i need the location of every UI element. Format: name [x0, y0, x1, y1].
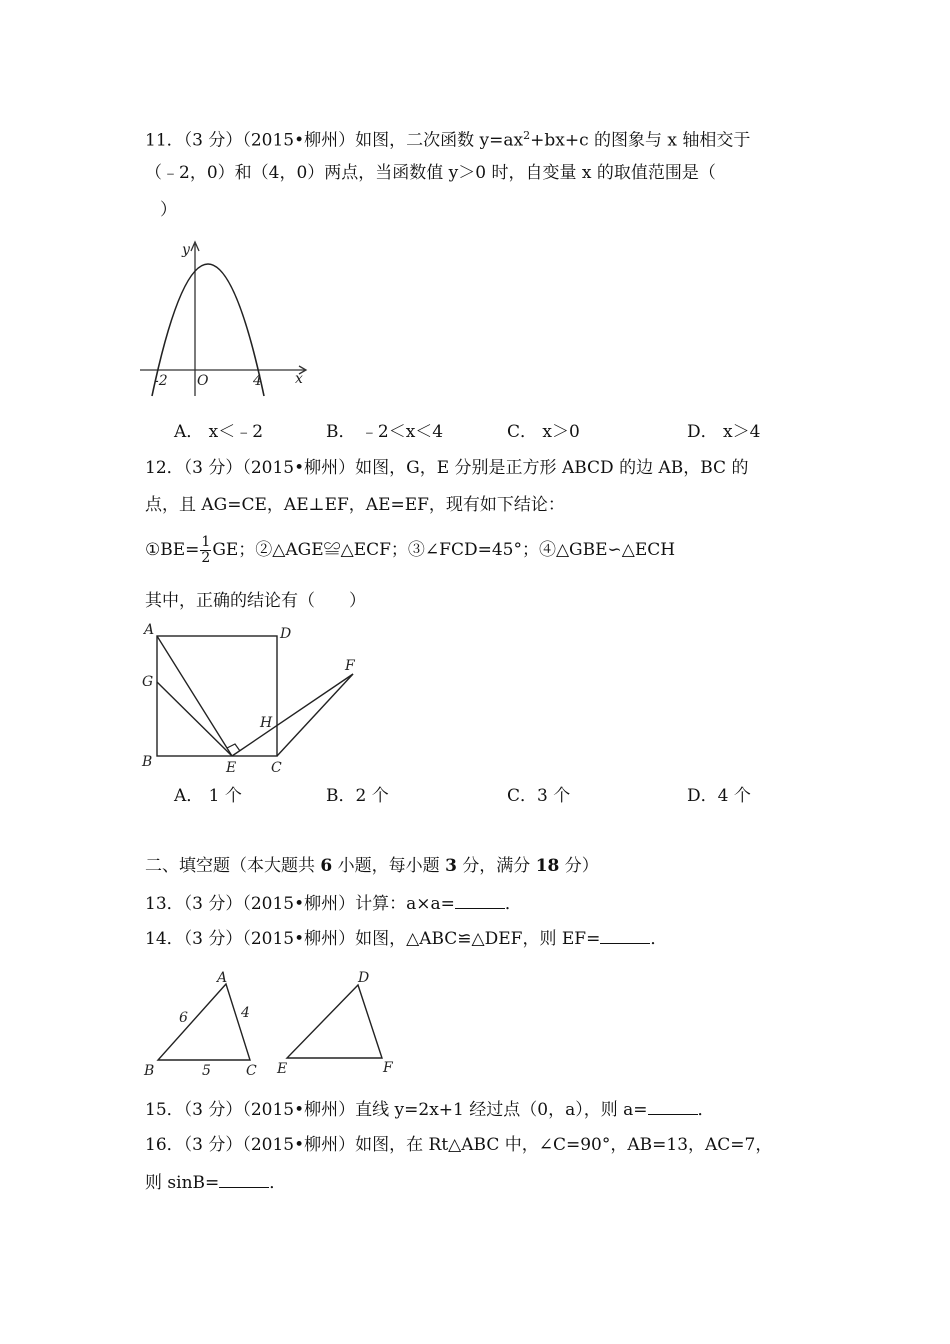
root-right-label: 4: [253, 373, 262, 389]
label-a: A: [217, 970, 228, 986]
q16-line1: 16．（3 分）（2015•柳州）如图，在 Rt△ABC 中，∠C=90°，AB=13，AC=7，: [145, 1135, 773, 1155]
triangle-abc: [158, 984, 250, 1060]
segment-cf: [277, 674, 353, 756]
fraction-one-half: $\frac{1}{2}$: [201, 534, 211, 566]
q11-line3: ）: [160, 200, 177, 220]
q12-line3: ①BE= $\frac{1}{2}$ GE；②△AGE≌△ECF；③∠FCD=45°；④△GBE∽△ECH: [145, 534, 676, 566]
label-bc-length: 5: [202, 1063, 211, 1079]
label-b: B: [142, 754, 153, 770]
label-e: E: [226, 760, 237, 776]
q15-line: 15．（3 分）（2015•柳州）直线 y=2x+1 经过点（0，a），则 a= ．: [145, 1100, 715, 1120]
q12-line2: 点，且 AG=CE，AE⊥EF，AE=EF，现有如下结论：: [145, 495, 565, 515]
label-e: E: [277, 1061, 288, 1077]
label-ab-length: 6: [179, 1010, 188, 1026]
label-f: F: [345, 658, 355, 674]
q11-line1: 11．（3 分）（2015•柳州）如图，二次函数 $y=ax^2+bx+c$ 的图象与 x 轴相交于: [145, 129, 751, 151]
q11-option-d[interactable]: D． x＞4: [687, 422, 761, 442]
q12-square-figure: [140, 620, 365, 778]
label-b: B: [144, 1063, 155, 1079]
q12-option-a[interactable]: A． 1 个: [174, 786, 242, 806]
root-left-label: -2: [154, 373, 168, 389]
segment-ae: [157, 636, 232, 756]
segment-ge: [157, 682, 232, 756]
x-axis-label: x: [295, 371, 303, 387]
section-2-heading: 二、填空题（本大题共 6 小题，每小题 3 分，满分 18 分）: [145, 856, 599, 876]
label-c: C: [271, 760, 282, 776]
q11-line2: （﹣2，0）和（4，0）两点，当函数值 y＞0 时，自变量 x 的取值范围是（: [145, 163, 716, 183]
q11-option-c[interactable]: C． x＞0: [507, 422, 580, 442]
q12-option-d[interactable]: D．4 个: [687, 786, 751, 806]
origin-label: O: [197, 373, 209, 389]
label-ac-length: 4: [241, 1005, 250, 1021]
q14-line: 14．（3 分）（2015•柳州）如图，△ABC≌△DEF，则 EF= ．: [145, 929, 668, 949]
label-a: A: [144, 622, 155, 638]
q16-line2: 则 sinB= ．: [145, 1173, 287, 1193]
triangle-def: [287, 985, 382, 1058]
q11-parabola-figure: [140, 238, 315, 400]
label-d: D: [358, 970, 370, 986]
label-f: F: [383, 1060, 393, 1076]
q13-answer-blank[interactable]: [455, 892, 505, 909]
q11-option-b[interactable]: B． ﹣2＜x＜4: [326, 422, 444, 442]
q12-line1: 12．（3 分）（2015•柳州）如图，G，E 分别是正方形 ABCD 的边 AB，BC 的: [145, 458, 749, 478]
label-d: D: [280, 626, 292, 642]
q14-triangles-figure: [140, 965, 400, 1083]
segment-ef: [232, 674, 353, 756]
q14-answer-blank[interactable]: [600, 927, 650, 944]
label-h: H: [260, 715, 273, 731]
q13-line: 13．（3 分）（2015•柳州）计算：a×a= ．: [145, 894, 522, 914]
q16-answer-blank[interactable]: [219, 1171, 269, 1188]
y-axis-label: y: [182, 242, 190, 258]
q12-option-b[interactable]: B．2 个: [326, 786, 389, 806]
q11-option-a[interactable]: A． x＜﹣2: [174, 422, 264, 442]
q15-answer-blank[interactable]: [648, 1098, 698, 1115]
label-g: G: [142, 674, 154, 690]
q12-option-c[interactable]: C．3 个: [507, 786, 571, 806]
q12-line4: 其中，正确的结论有（ ）: [145, 591, 366, 611]
label-c: C: [246, 1063, 257, 1079]
